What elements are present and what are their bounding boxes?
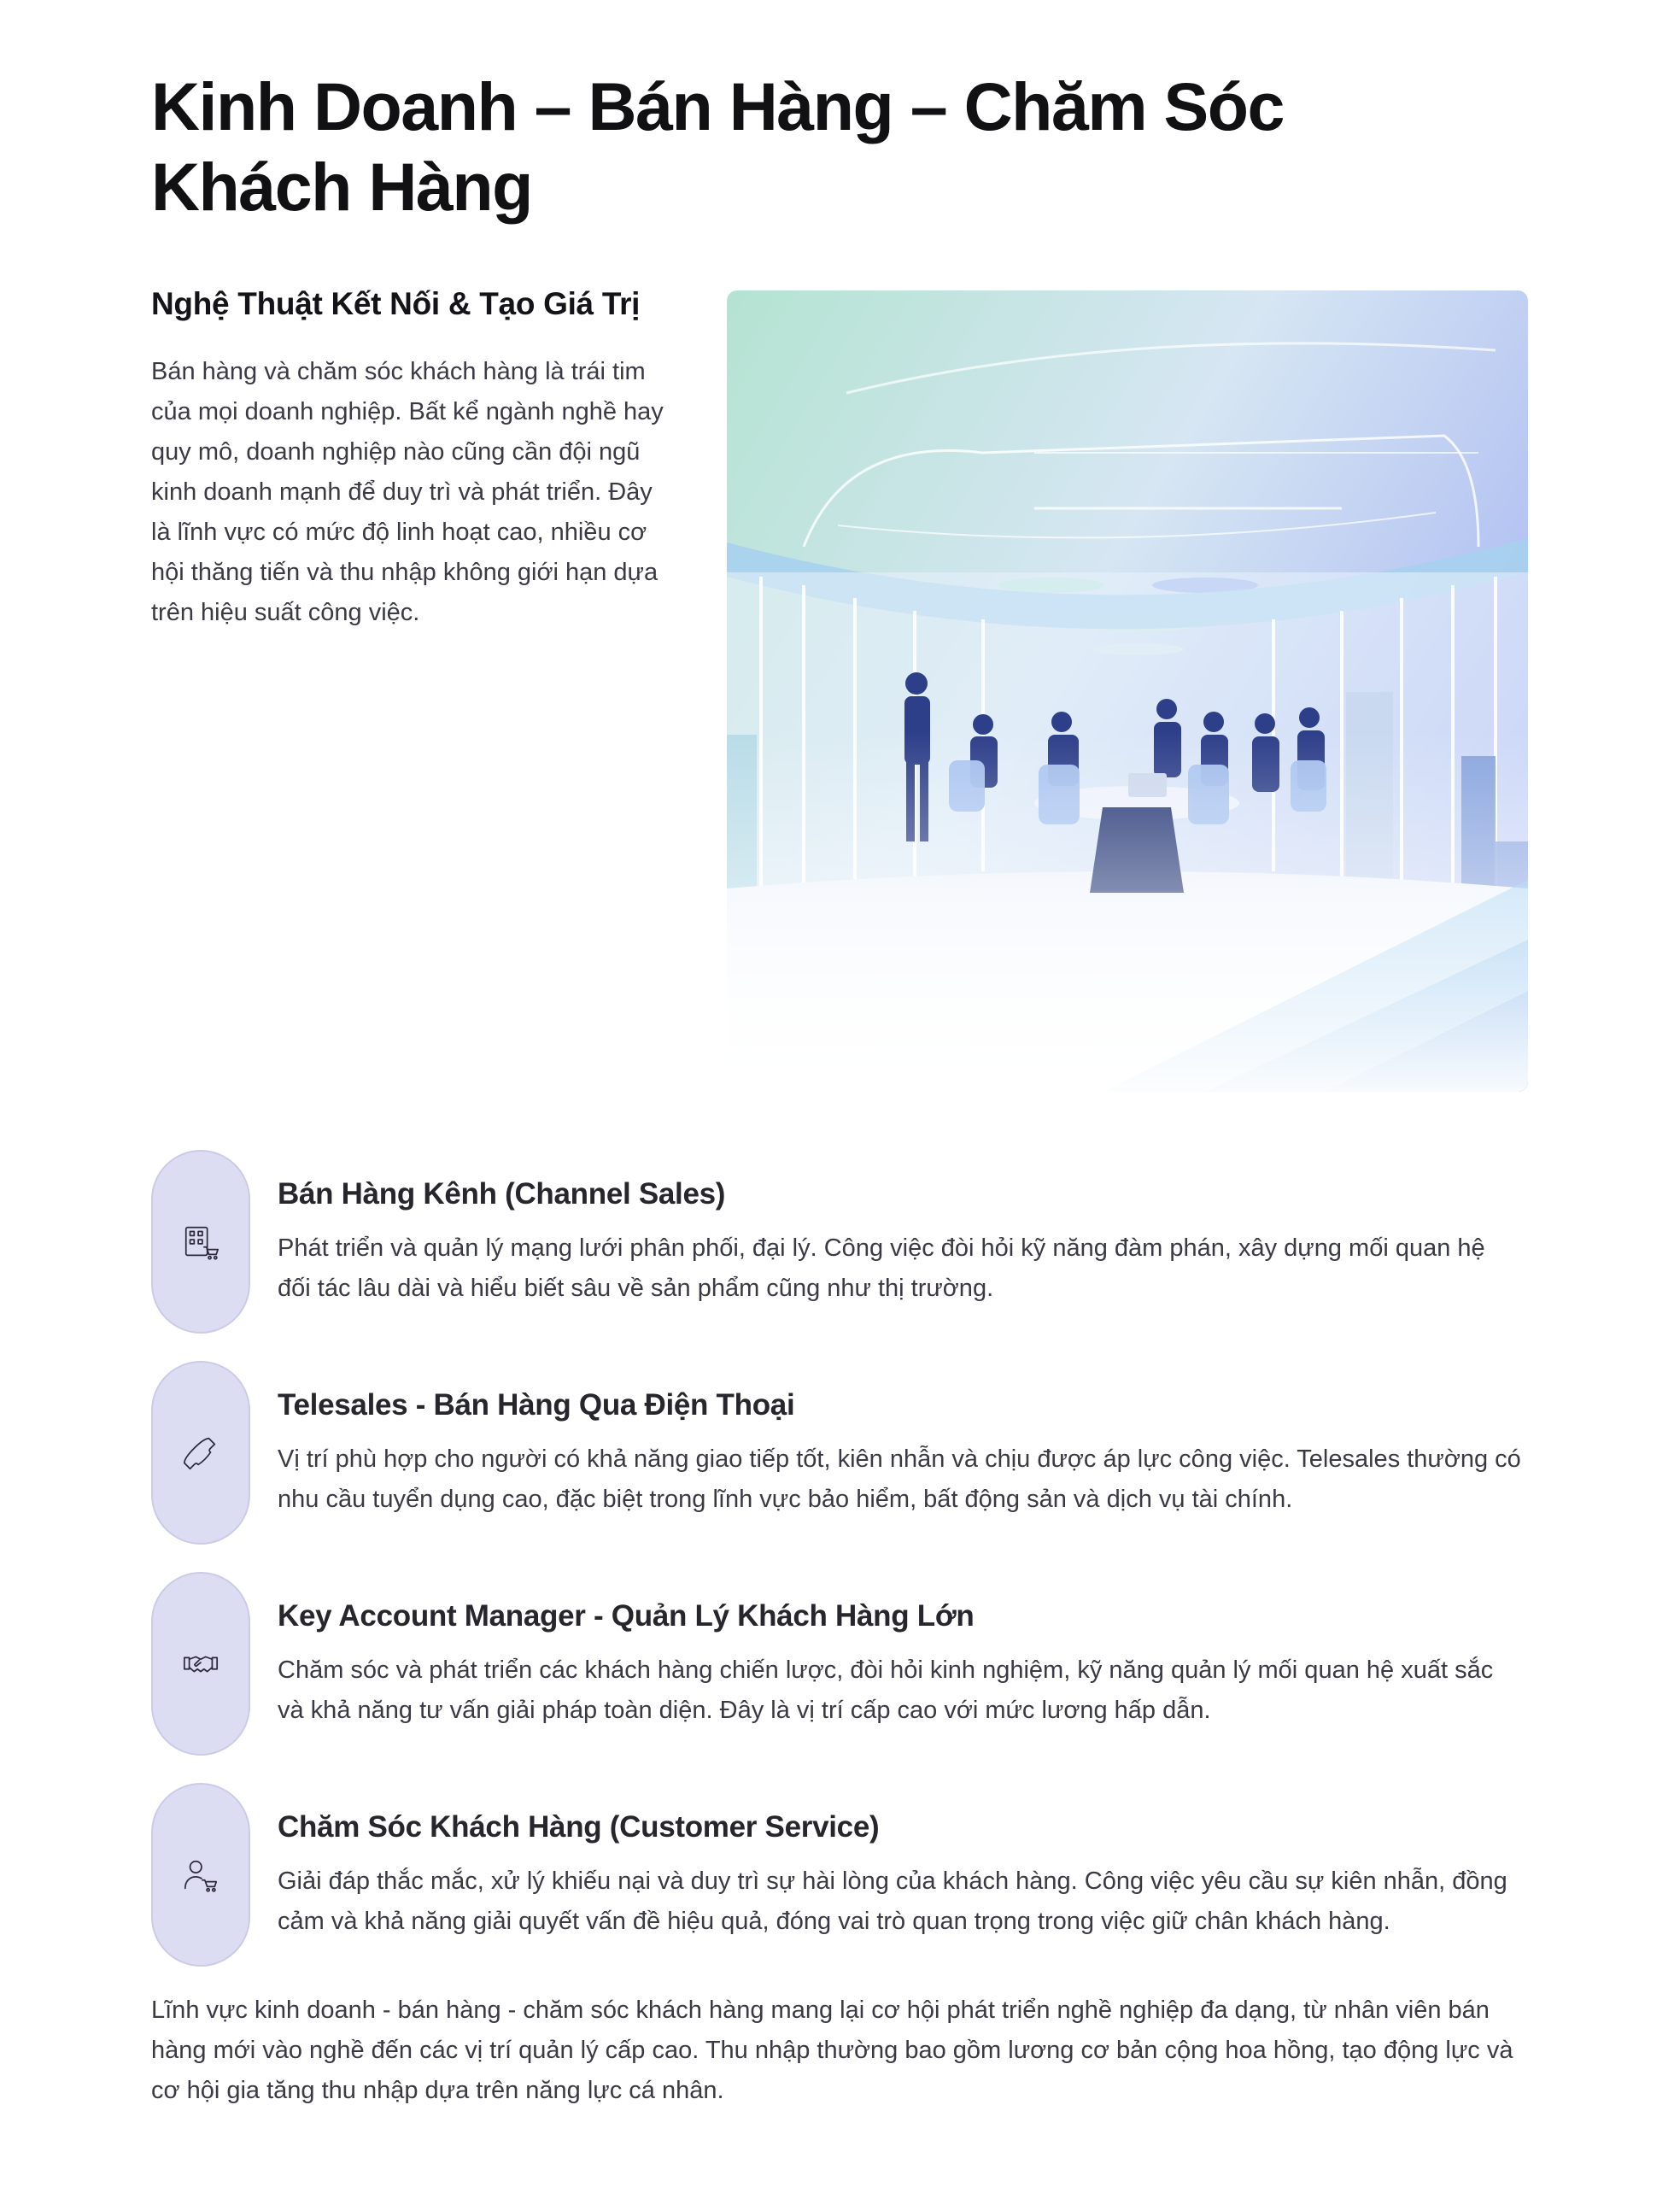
feature-description: Chăm sóc và phát triển các khách hàng chiến lược, đòi hỏi kinh nghiệm, kỹ năng quản lý mối quan hệ xuất sắc và khả năng tư vấn giải pháp toàn diện. Đây là vị trí cấp cao với mức lương hấp dẫn. bbox=[278, 1656, 1494, 1724]
feature-icon-pill bbox=[151, 1150, 250, 1334]
feature-customer-service bbox=[151, 1783, 1528, 1967]
page-title: Kinh Doanh – Bán Hàng – Chăm Sóc Khách Hàng bbox=[151, 68, 1284, 225]
business-meeting-illustration bbox=[727, 290, 1528, 1092]
handshake-icon bbox=[181, 1645, 220, 1684]
intro-paragraph: Bán hàng và chăm sóc khách hàng là trái tim của mọi doanh nghiệp. Bất kể ngành nghề hay quy mô, doanh nghiệp nào cũng cần đội ngũ kinh doanh mạnh để duy trì và phát triển. Đây là lĩnh vực có mức độ linh hoạt cao, nhiều cơ hội thăng tiến và thu nhập không giới hạn dựa trên hiệu suất công việc. bbox=[151, 358, 664, 626]
feature-description: Phát triển và quản lý mạng lưới phân phối, đại lý. Công việc đòi hỏi kỹ năng đàm phán, xây dựng mối quan hệ đối tác lâu dài và hiểu biết sâu về sản phẩm cũng như thị trường. bbox=[278, 1234, 1485, 1302]
feature-title: Telesales - Bán Hàng Qua Điện Thoại bbox=[278, 1388, 795, 1422]
building-cart-icon bbox=[181, 1222, 220, 1262]
feature-description: Vị trí phù hợp cho người có khả năng giao tiếp tốt, kiên nhẫn và chịu được áp lực công việc. Telesales thường có nhu cầu tuyển dụng cao, đặc biệt trong lĩnh vực bảo hiểm, bất động sản và dịch vụ tài chính. bbox=[278, 1445, 1521, 1513]
feature-title: Chăm Sóc Khách Hàng (Customer Service) bbox=[278, 1810, 880, 1844]
feature-icon-pill bbox=[151, 1572, 250, 1756]
closing-paragraph: Lĩnh vực kinh doanh - bán hàng - chăm sóc khách hàng mang lại cơ hội phát triển nghề nghiệp đa dạng, từ nhân viên bán hàng mới vào nghề đến các vị trí quản lý cấp cao. Thu nhập thường bao gồm lương cơ bản cộng hoa hồng, tạo động lực và cơ hội gia tăng thu nhập dựa trên năng lực cá nhân. bbox=[151, 1996, 1513, 2104]
feature-channel-sales bbox=[151, 1150, 1528, 1334]
intro-heading: Nghệ Thuật Kết Nối & Tạo Giá Trị bbox=[151, 286, 641, 321]
feature-title: Bán Hàng Kênh (Channel Sales) bbox=[278, 1177, 726, 1211]
feature-title: Key Account Manager - Quản Lý Khách Hàng Lớn bbox=[278, 1599, 975, 1633]
feature-key-account-manager bbox=[151, 1572, 1528, 1756]
user-cart-icon bbox=[181, 1856, 220, 1895]
feature-icon-pill bbox=[151, 1361, 250, 1545]
phone-icon bbox=[181, 1434, 220, 1473]
feature-icon-pill bbox=[151, 1783, 250, 1967]
feature-description: Giải đáp thắc mắc, xử lý khiếu nại và duy trì sự hài lòng của khách hàng. Công việc yêu cầu sự kiên nhẫn, đồng cảm và khả năng giải quyết vấn đề hiệu quả, đóng vai trò quan trọng trong việc giữ chân khách hàng. bbox=[278, 1867, 1507, 1935]
feature-telesales bbox=[151, 1361, 1528, 1545]
